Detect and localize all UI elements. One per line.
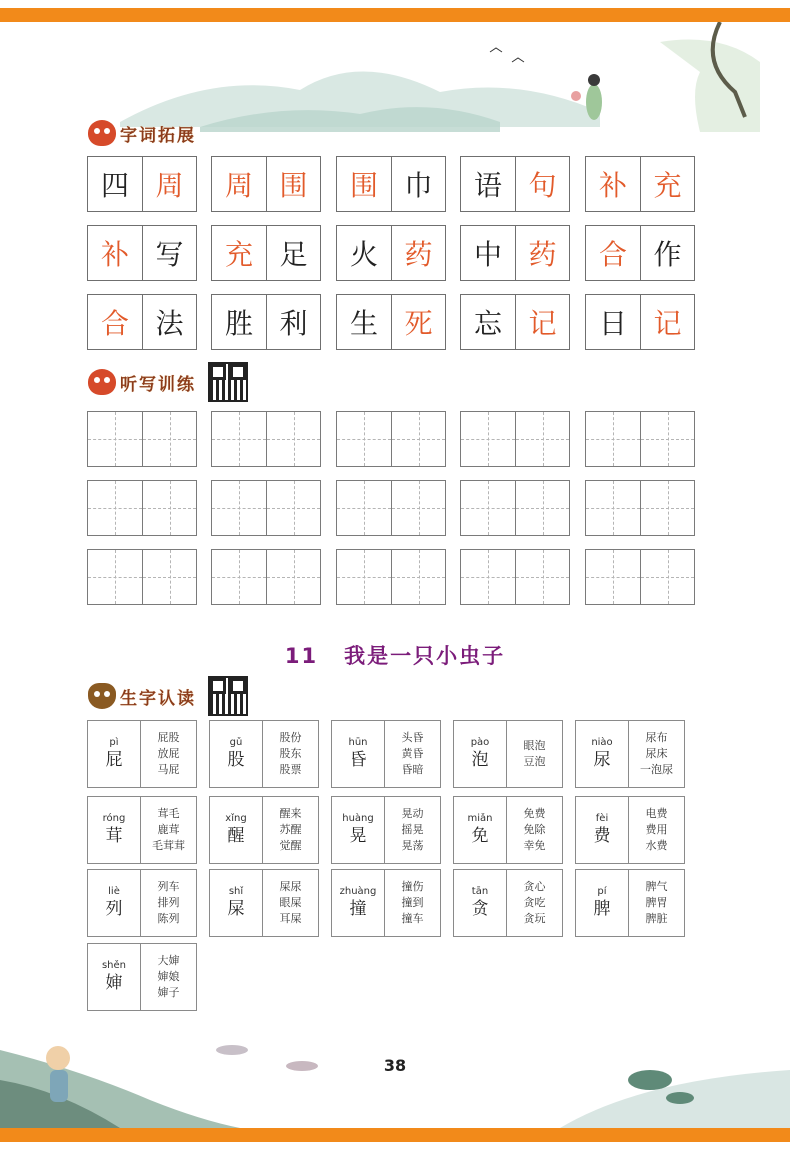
example-word: 幸免 — [523, 839, 546, 852]
word-box — [460, 225, 570, 281]
example-word: 撞车 — [401, 912, 424, 925]
word-char: 语 — [473, 169, 502, 202]
tianzige-cell[interactable] — [461, 481, 515, 535]
dictation-writing-box[interactable] — [211, 549, 321, 605]
dictation-title: 听写训练 — [120, 374, 196, 395]
example-word: 股份 — [279, 731, 302, 744]
tianzige-cell[interactable] — [461, 550, 515, 604]
word-box — [211, 294, 321, 350]
word-box — [211, 156, 321, 212]
word-box — [87, 156, 197, 212]
word-box — [87, 294, 197, 350]
example-word: 费用 — [645, 823, 668, 836]
example-words — [385, 870, 440, 936]
character-card — [87, 796, 197, 864]
dictation-writing-box[interactable] — [460, 411, 570, 467]
character-card — [575, 720, 685, 788]
word-char: 日 — [598, 307, 627, 340]
character-card-main — [454, 797, 507, 863]
tianzige-cell[interactable] — [142, 412, 196, 466]
dictation-qr-code-icon[interactable] — [208, 362, 248, 402]
example-word: 脾胃 — [645, 896, 668, 909]
example-word: 晃荡 — [401, 839, 424, 852]
example-word: 排列 — [157, 896, 180, 909]
example-word: 贪吃 — [523, 896, 546, 909]
tianzige-cell[interactable] — [142, 550, 196, 604]
tianzige-cell[interactable] — [640, 412, 694, 466]
character-card-main — [88, 944, 141, 1010]
tianzige-cell[interactable] — [88, 412, 142, 466]
character-card — [87, 869, 197, 937]
pinyin: huàng — [342, 813, 374, 824]
tianzige-cell[interactable] — [142, 481, 196, 535]
example-word: 尿布 — [645, 731, 668, 744]
character-card-main — [88, 797, 141, 863]
hanzi: 婶 — [105, 973, 123, 993]
character-card-main — [88, 721, 141, 787]
character-card — [209, 796, 319, 864]
example-words — [141, 721, 196, 787]
example-words — [507, 797, 562, 863]
dictation-writing-box[interactable] — [336, 549, 446, 605]
example-word: 电费 — [645, 807, 668, 820]
word-char: 四 — [100, 169, 129, 202]
example-word: 股票 — [279, 763, 302, 776]
character-card-main — [576, 870, 629, 936]
character-card — [575, 796, 685, 864]
dictation-writing-box[interactable] — [87, 480, 197, 536]
example-word: 撞到 — [401, 896, 424, 909]
example-word: 撞伤 — [401, 880, 424, 893]
pinyin: shǐ — [228, 886, 244, 897]
word-char: 药 — [391, 226, 445, 280]
tianzige-cell[interactable] — [515, 481, 569, 535]
tianzige-cell[interactable] — [88, 481, 142, 535]
tianzige-cell[interactable] — [266, 412, 320, 466]
example-word: 摇晃 — [401, 823, 424, 836]
word-box — [211, 225, 321, 281]
pinyin: pào — [470, 737, 490, 748]
example-word: 晃动 — [401, 807, 424, 820]
hanzi: 屎 — [227, 899, 245, 919]
lesson-number: 11 — [284, 644, 319, 668]
word-expansion-title: 字词拓展 — [120, 125, 196, 146]
example-word: 屎尿 — [279, 880, 302, 893]
example-word: 贪心 — [523, 880, 546, 893]
character-card — [331, 869, 441, 937]
hanzi: 股 — [227, 750, 245, 770]
tianzige-cell[interactable] — [640, 481, 694, 535]
example-word: 贪玩 — [523, 912, 546, 925]
hanzi: 晃 — [349, 826, 367, 846]
word-char: 中 — [473, 238, 502, 271]
hanzi: 免 — [471, 826, 489, 846]
example-words — [263, 721, 318, 787]
hanzi: 屁 — [105, 750, 123, 770]
hanzi: 醒 — [227, 826, 245, 846]
example-word: 一泡尿 — [640, 763, 673, 776]
word-char: 利 — [266, 295, 320, 349]
example-word: 眼泡 — [523, 739, 546, 752]
example-word: 眼屎 — [279, 896, 302, 909]
character-card-main — [88, 870, 141, 936]
tianzige-cell[interactable] — [515, 550, 569, 604]
dictation-writing-box[interactable] — [336, 480, 446, 536]
word-char: 合 — [598, 238, 627, 271]
character-card — [209, 720, 319, 788]
hanzi: 费 — [593, 826, 611, 846]
word-box — [585, 225, 695, 281]
character-card — [575, 869, 685, 937]
example-word: 毛茸茸 — [152, 839, 185, 852]
word-box — [336, 294, 446, 350]
character-card-main — [332, 797, 385, 863]
hanzi: 泡 — [471, 750, 489, 770]
top-border-bar — [0, 8, 790, 22]
tianzige-cell[interactable] — [586, 412, 640, 466]
tianzige-cell[interactable] — [391, 481, 445, 535]
example-words — [629, 721, 684, 787]
pinyin: liè — [108, 886, 120, 897]
example-word: 股东 — [279, 747, 302, 760]
dictation-writing-box[interactable] — [211, 411, 321, 467]
word-char: 周 — [224, 169, 253, 202]
character-card-main — [332, 870, 385, 936]
word-char: 死 — [391, 295, 445, 349]
tianzige-cell[interactable] — [266, 550, 320, 604]
example-words — [263, 870, 318, 936]
word-char: 生 — [349, 307, 378, 340]
lesson-title — [0, 640, 790, 670]
example-words — [141, 870, 196, 936]
tianzige-cell[interactable] — [586, 481, 640, 535]
hanzi: 撞 — [349, 899, 367, 919]
tianzige-cell[interactable] — [266, 481, 320, 535]
example-words — [141, 944, 196, 1010]
character-reading-title: 生字认读 — [120, 688, 196, 709]
word-char: 周 — [142, 157, 196, 211]
hanzi: 昏 — [349, 750, 367, 770]
tianzige-cell[interactable] — [337, 481, 391, 535]
pinyin: zhuàng — [339, 886, 377, 897]
word-char: 记 — [640, 295, 694, 349]
character-card — [87, 720, 197, 788]
word-char: 补 — [100, 238, 129, 271]
tianzige-cell[interactable] — [461, 412, 515, 466]
example-word: 茸毛 — [157, 807, 180, 820]
pinyin: pí — [597, 886, 607, 897]
character-card-main — [210, 721, 263, 787]
dictation-writing-box[interactable] — [87, 411, 197, 467]
character-card — [331, 720, 441, 788]
word-box — [460, 294, 570, 350]
word-box — [585, 294, 695, 350]
character-card — [331, 796, 441, 864]
pinyin: xǐng — [225, 813, 247, 824]
hanzi: 贪 — [471, 899, 489, 919]
example-word: 尿床 — [645, 747, 668, 760]
pinyin: niào — [591, 737, 613, 748]
tianzige-cell[interactable] — [391, 550, 445, 604]
page-number: 38 — [383, 1056, 407, 1075]
example-word: 觉醒 — [279, 839, 302, 852]
word-char: 围 — [349, 169, 378, 202]
example-words — [141, 797, 196, 863]
word-char: 足 — [266, 226, 320, 280]
pinyin: shěn — [101, 960, 127, 971]
character-card-main — [454, 721, 507, 787]
example-word: 脾脏 — [645, 912, 668, 925]
word-char: 围 — [266, 157, 320, 211]
tianzige-cell[interactable] — [640, 550, 694, 604]
word-char: 忘 — [473, 307, 502, 340]
word-char: 合 — [100, 307, 129, 340]
word-char: 法 — [142, 295, 196, 349]
dictation-writing-box[interactable] — [585, 411, 695, 467]
tianzige-cell[interactable] — [586, 550, 640, 604]
example-words — [507, 721, 562, 787]
hanzi: 尿 — [593, 750, 611, 770]
example-word: 脾气 — [645, 880, 668, 893]
example-words — [263, 797, 318, 863]
landscape-illustration — [0, 22, 790, 132]
dictation-writing-box[interactable] — [585, 480, 695, 536]
pinyin: fèi — [595, 813, 609, 824]
example-word: 列车 — [157, 880, 180, 893]
word-box — [585, 156, 695, 212]
character-card — [87, 943, 197, 1011]
word-char: 巾 — [391, 157, 445, 211]
tianzige-cell[interactable] — [212, 412, 266, 466]
character-reading-qr-code-icon[interactable] — [208, 676, 248, 716]
example-words — [385, 721, 440, 787]
word-box — [87, 225, 197, 281]
dictation-writing-box[interactable] — [87, 549, 197, 605]
word-char: 句 — [515, 157, 569, 211]
character-card — [453, 796, 563, 864]
hanzi: 茸 — [105, 826, 123, 846]
example-word: 豆泡 — [523, 755, 546, 768]
word-box — [336, 225, 446, 281]
word-char: 充 — [224, 238, 253, 271]
character-card — [209, 869, 319, 937]
character-card — [453, 720, 563, 788]
example-word: 头昏 — [401, 731, 424, 744]
word-char: 胜 — [224, 307, 253, 340]
pinyin: hūn — [348, 737, 368, 748]
dictation-writing-box[interactable] — [460, 480, 570, 536]
pinyin: miǎn — [467, 813, 493, 824]
character-card-main — [454, 870, 507, 936]
example-word: 水费 — [645, 839, 668, 852]
lesson-name: 我是一只小虫子 — [344, 644, 506, 668]
example-word: 婶娘 — [157, 970, 180, 983]
word-char: 作 — [640, 226, 694, 280]
pinyin: róng — [102, 813, 126, 824]
example-word: 苏醒 — [279, 823, 302, 836]
tianzige-cell[interactable] — [337, 550, 391, 604]
character-card-main — [210, 870, 263, 936]
example-word: 陈列 — [157, 912, 180, 925]
word-expansion-header — [88, 120, 196, 146]
example-word: 婶子 — [157, 986, 180, 999]
word-char: 写 — [142, 226, 196, 280]
example-word: 屁股 — [157, 731, 180, 744]
hat-mascot-icon — [88, 683, 116, 709]
character-card-main — [576, 721, 629, 787]
example-word: 黄昏 — [401, 747, 424, 760]
example-word: 鹿茸 — [157, 823, 180, 836]
word-char: 充 — [640, 157, 694, 211]
example-word: 免除 — [523, 823, 546, 836]
fox-mascot-icon — [88, 120, 116, 146]
dictation-writing-box[interactable] — [585, 549, 695, 605]
pinyin: gǔ — [229, 737, 243, 748]
example-word: 大婶 — [157, 954, 180, 967]
word-box — [460, 156, 570, 212]
pinyin: tān — [471, 886, 489, 897]
word-char: 记 — [515, 295, 569, 349]
dictation-writing-box[interactable] — [460, 549, 570, 605]
character-card-main — [332, 721, 385, 787]
tianzige-cell[interactable] — [212, 481, 266, 535]
dictation-writing-box[interactable] — [211, 480, 321, 536]
tianzige-cell[interactable] — [212, 550, 266, 604]
tianzige-cell[interactable] — [337, 412, 391, 466]
pinyin: pì — [109, 737, 119, 748]
example-words — [385, 797, 440, 863]
example-word: 放屁 — [157, 747, 180, 760]
hanzi: 列 — [105, 899, 123, 919]
bottom-border-bar — [0, 1128, 790, 1142]
example-words — [507, 870, 562, 936]
character-reading-header — [88, 676, 248, 716]
tianzige-cell[interactable] — [88, 550, 142, 604]
hanzi: 脾 — [593, 899, 611, 919]
tianzige-cell[interactable] — [391, 412, 445, 466]
tianzige-cell[interactable] — [515, 412, 569, 466]
word-box — [336, 156, 446, 212]
example-word: 免费 — [523, 807, 546, 820]
example-word: 醒来 — [279, 807, 302, 820]
word-char: 药 — [515, 226, 569, 280]
character-card — [453, 869, 563, 937]
bird-mascot-icon — [88, 369, 116, 395]
character-card-main — [210, 797, 263, 863]
example-word: 昏暗 — [401, 763, 424, 776]
dictation-header — [88, 362, 248, 402]
character-card-main — [576, 797, 629, 863]
dictation-writing-box[interactable] — [336, 411, 446, 467]
example-word: 马屁 — [157, 763, 180, 776]
word-char: 补 — [598, 169, 627, 202]
example-words — [629, 797, 684, 863]
example-word: 耳屎 — [279, 912, 302, 925]
word-char: 火 — [349, 238, 378, 271]
example-words — [629, 870, 684, 936]
